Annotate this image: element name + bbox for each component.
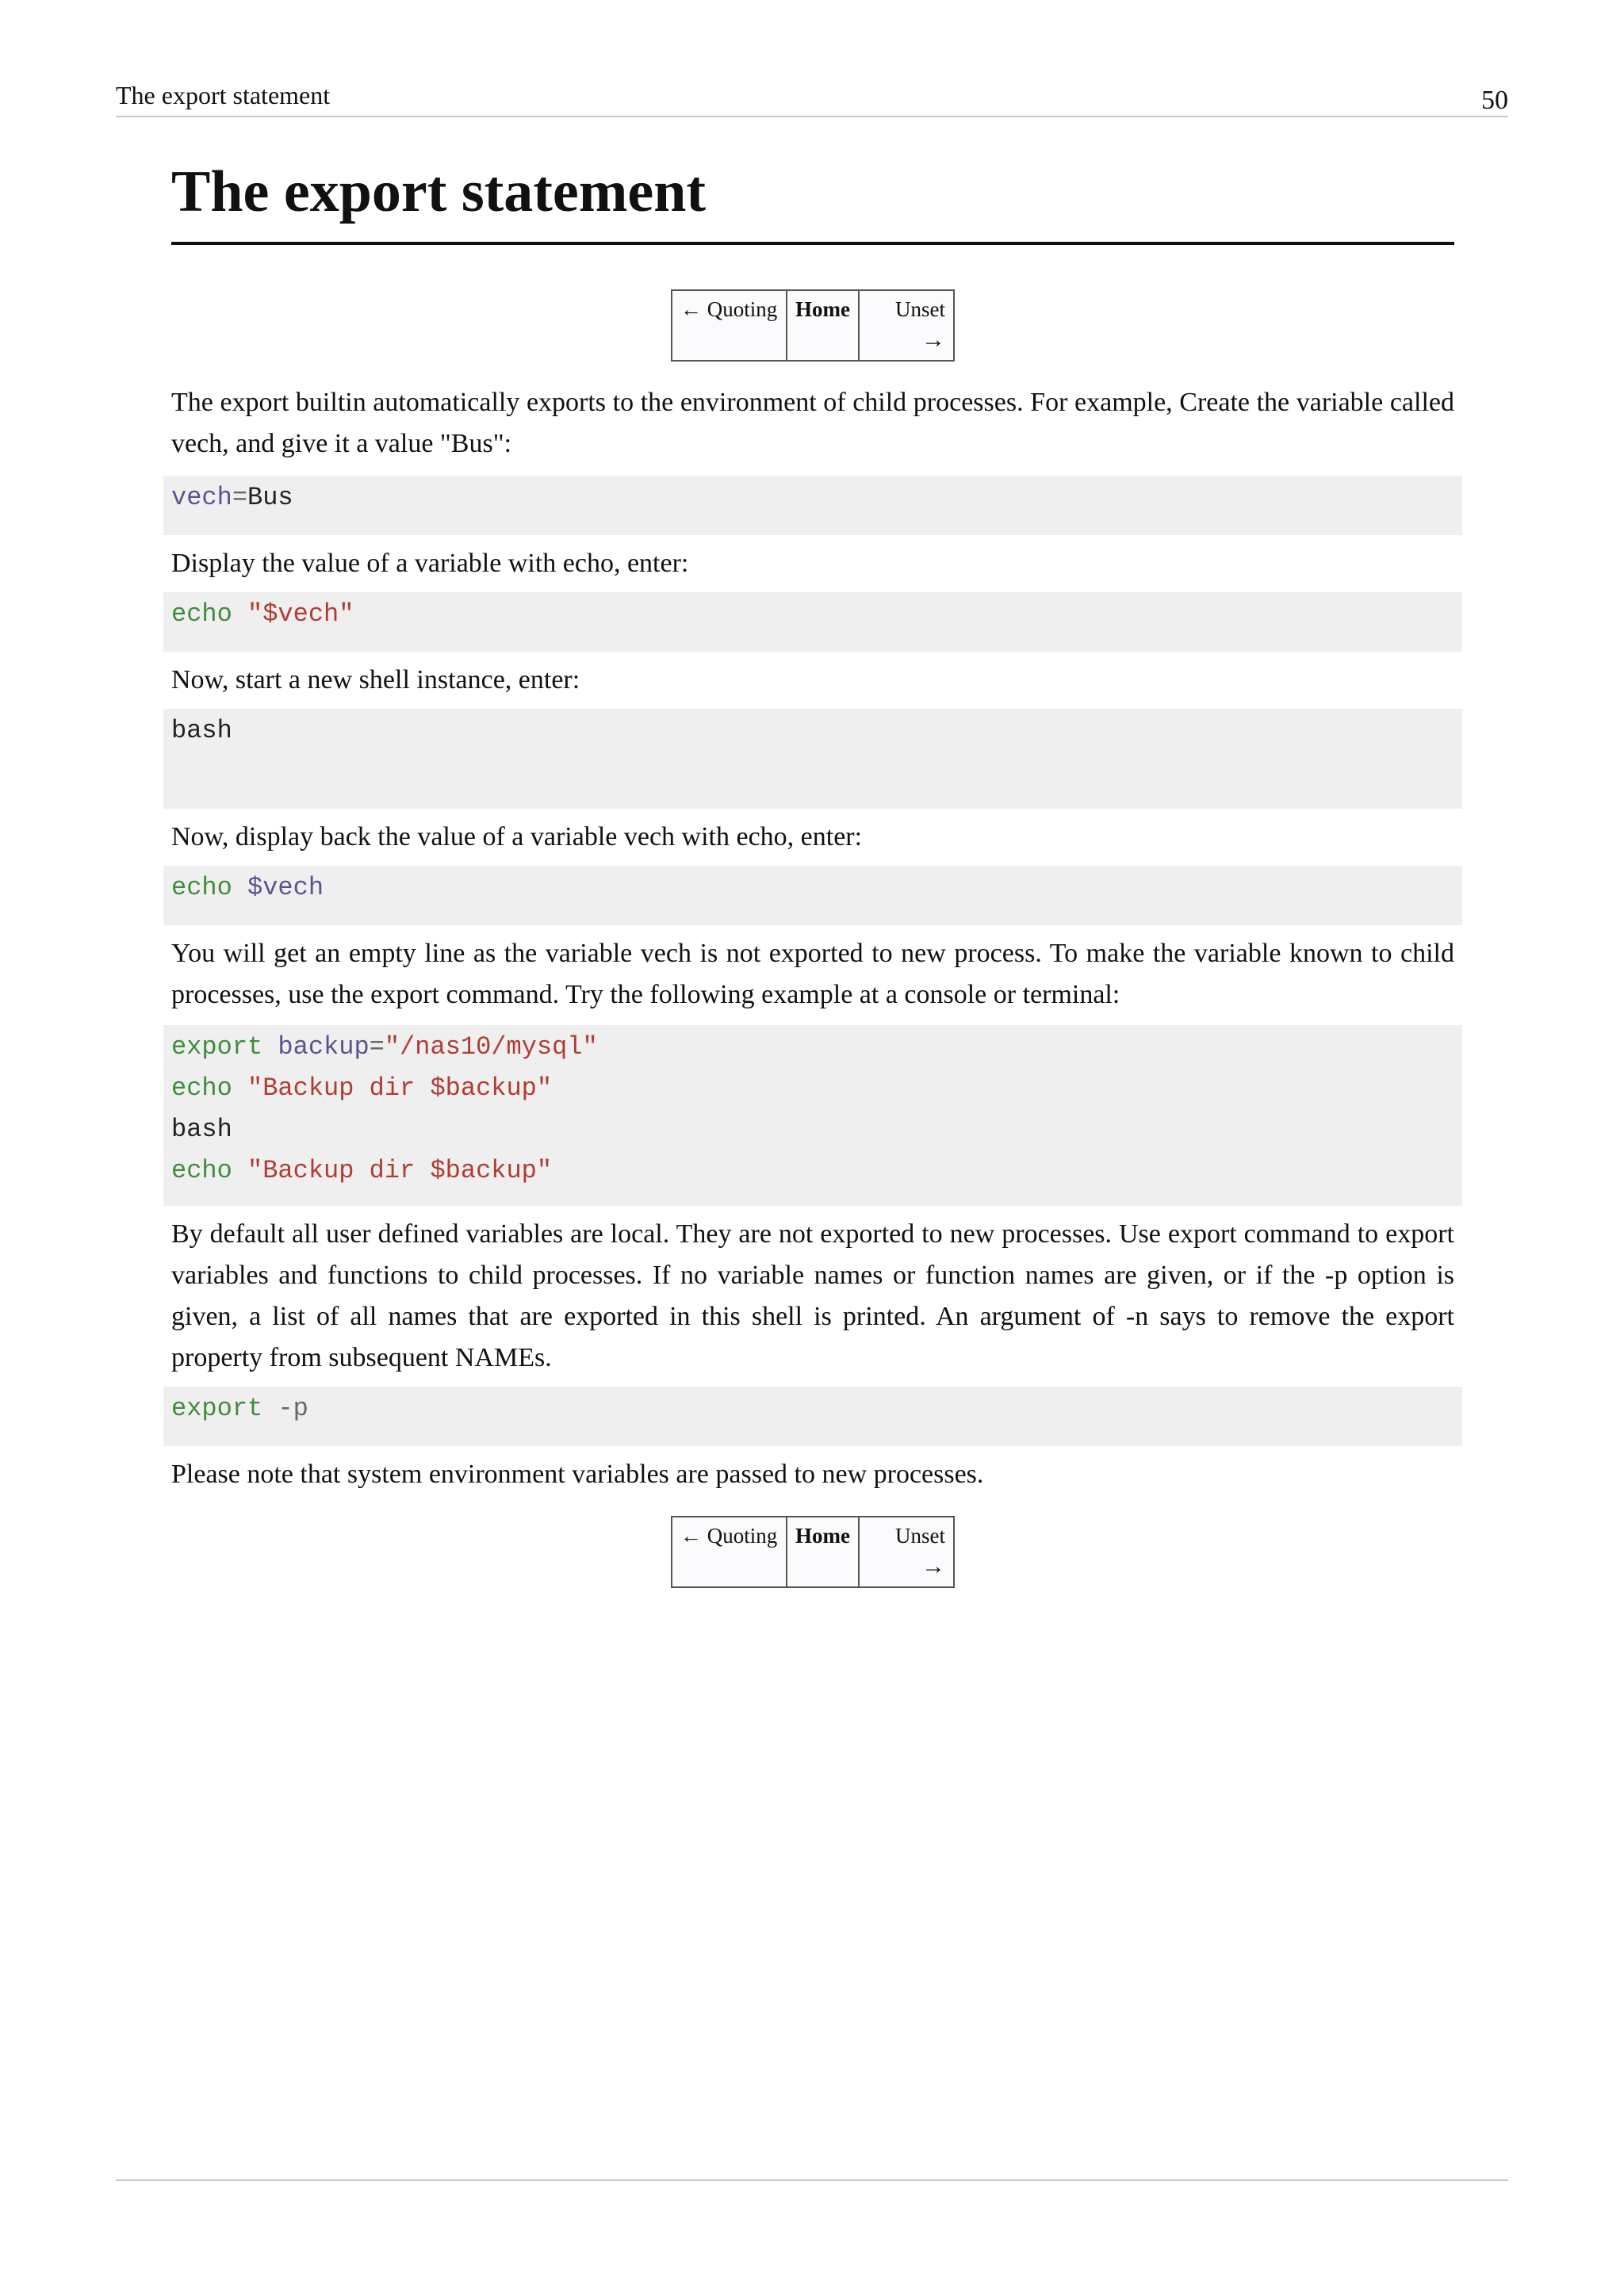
paragraph-display: Display the value of a variable with echo, enter: bbox=[171, 549, 689, 579]
code-keyword: echo bbox=[171, 1073, 232, 1104]
code-keyword: export bbox=[171, 1394, 263, 1424]
paragraph-display-back: Now, display back the value of a variable vech with echo, enter: bbox=[171, 822, 863, 852]
code-block-export-p bbox=[163, 1387, 1462, 1446]
code-block-bash bbox=[163, 709, 1462, 809]
code-string: "Backup dir $backup" bbox=[247, 1073, 553, 1104]
code-keyword: export bbox=[171, 1032, 263, 1062]
code-line: bash bbox=[171, 716, 232, 746]
paragraph-defaults: By default all user defined variables are local. They are not exported to new processes. Use export command to export variables and functions to child processes. If no variable names or function names are given, or if the -p option is given, a list of all names that are exported in this shell is printed. An argument of -n says to remove the export property from subsequent NAMEs. bbox=[171, 1219, 1454, 1373]
paragraph-note: Please note that system environment variables are passed to new processes. bbox=[171, 1460, 984, 1490]
paragraph-intro: The export builtin automatically exports to the environment of child processes. For example, Create the variable called vech, and give it a value "Bus": bbox=[171, 388, 1454, 459]
nav-next-link[interactable] bbox=[859, 1517, 954, 1587]
right-arrow-icon: → bbox=[921, 327, 945, 354]
nav-prev-link[interactable]: ← Quoting bbox=[672, 1517, 787, 1587]
code-variable: $vech bbox=[247, 873, 324, 903]
code-operator: = bbox=[369, 1032, 385, 1062]
code-string: "Backup dir $backup" bbox=[247, 1156, 553, 1186]
code-line bbox=[171, 594, 1454, 635]
nav-next-label: Unset bbox=[895, 297, 945, 322]
code-string: "/nas10/mysql" bbox=[384, 1032, 598, 1062]
code-block-export-example bbox=[163, 1025, 1462, 1206]
code-value: Bus bbox=[247, 483, 293, 513]
code-block-echo bbox=[163, 592, 1462, 652]
page-footer-rule bbox=[116, 2179, 1508, 2181]
bottom-navigation bbox=[671, 1516, 955, 1588]
code-block-echo-var bbox=[163, 866, 1462, 925]
code-line bbox=[171, 867, 1454, 909]
nav-prev-link[interactable]: ← Quoting bbox=[672, 290, 787, 361]
nav-next-label: Unset bbox=[895, 1524, 945, 1548]
code-line bbox=[171, 477, 1454, 519]
code-keyword: echo bbox=[171, 1156, 232, 1186]
nav-home-link[interactable]: Home bbox=[787, 290, 859, 361]
page-title: The export statement bbox=[171, 159, 1454, 245]
code-line bbox=[171, 1068, 1454, 1109]
paragraph-new-shell: Now, start a new shell instance, enter: bbox=[171, 665, 580, 695]
page-header bbox=[116, 78, 1508, 117]
nav-home-link[interactable]: Home bbox=[787, 1517, 859, 1587]
code-keyword: echo bbox=[171, 873, 232, 903]
code-line bbox=[171, 1150, 1454, 1192]
code-variable: vech bbox=[171, 483, 232, 513]
article-content bbox=[171, 159, 1454, 1588]
code-keyword: echo bbox=[171, 599, 232, 629]
code-line: bash bbox=[171, 1115, 232, 1145]
paragraph-empty-line: You will get an empty line as the variable vech is not exported to new process. To make the variable known to child processes, use the export command. Try the following example at a console or terminal: bbox=[171, 939, 1454, 1010]
page-number: 50 bbox=[1481, 86, 1508, 115]
right-arrow-icon: → bbox=[921, 1553, 945, 1580]
top-navigation bbox=[671, 289, 955, 362]
code-variable: backup bbox=[278, 1032, 370, 1062]
code-operator: = bbox=[232, 483, 248, 513]
code-option: -p bbox=[278, 1394, 308, 1424]
code-block-assign bbox=[163, 476, 1462, 535]
code-string: "$vech" bbox=[247, 599, 354, 629]
running-title: The export statement bbox=[116, 81, 331, 109]
code-line bbox=[171, 1388, 1454, 1429]
nav-next-link[interactable] bbox=[859, 290, 954, 361]
code-line bbox=[171, 1027, 1454, 1068]
